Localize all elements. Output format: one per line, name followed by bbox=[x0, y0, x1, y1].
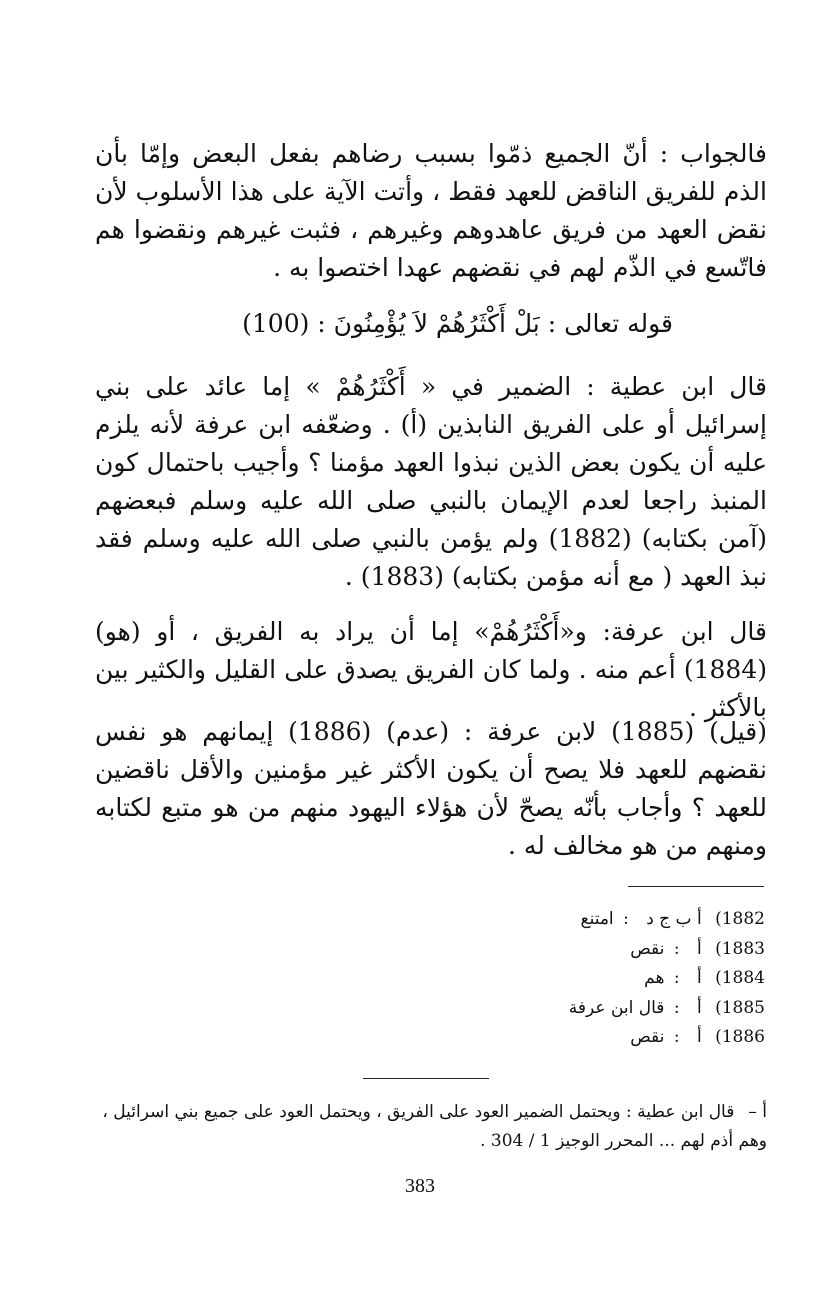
footnote-text: قال ابن عرفة bbox=[568, 997, 665, 1018]
footnote-number: 1882) bbox=[715, 909, 765, 929]
margin-note bbox=[95, 1098, 767, 1156]
paragraph-answer: فالجواب : أنّ الجميع ذمّوا بسبب رضاهم بفعل البعض وإمّا بأن الذم للفريق الناقض للعهد فقط ، وأتت الآية على هذا الأسلوب لأن نقض العهد من فريق عاهدوهم وغيرهم ، فثبت غيرهم ونقضوا هم فاتّسع في الذّم لهم في نقضهم عهدا اختصوا به . bbox=[95, 139, 767, 282]
footnote-item bbox=[300, 964, 765, 994]
footnote-separator: : bbox=[673, 997, 680, 1018]
margin-note-label: أ – bbox=[748, 1102, 767, 1122]
footnote-item bbox=[300, 1023, 765, 1053]
footnote-separator: : bbox=[623, 909, 629, 929]
page-number: 383 bbox=[405, 1175, 435, 1197]
footnote-manuscripts: أ bbox=[696, 968, 702, 988]
footnote-separator: : bbox=[673, 968, 680, 988]
footnote-number: 1885) bbox=[715, 997, 765, 1018]
footnote-text: نقص bbox=[630, 938, 665, 959]
footnote-divider bbox=[628, 886, 764, 887]
footnote-text: نقص bbox=[630, 1027, 665, 1047]
footnote-manuscripts: أ ب ج د bbox=[646, 909, 702, 929]
footnote-number: 1884) bbox=[715, 968, 765, 988]
footnote-text: هم bbox=[644, 968, 665, 988]
paragraph-ibn-atiyya: قال ابن عطية : الضمير في « أَكْثَرُهُمْ » إما عائد على بني إسرائيل أو على الفريق النابذين (أ) . وضعّفه ابن عرفة لأنه يلزم عليه أن يكون بعض الذين نبذوا العهد مؤمنا ؟ وأجيب باحتمال كون المنبذ راجعا لعدم الإيمان بالنبي صلى الله عليه وسلم فبعضهم (آمن بكتابه) (1882) ولم يؤمن بالنبي صلى الله عليه وسلم فقد نبذ العهد ( مع أنه مؤمن بكتابه) (1883) . bbox=[95, 372, 767, 591]
footnote-item bbox=[300, 994, 765, 1024]
footnote-number: 1886) bbox=[715, 1027, 765, 1047]
note-divider bbox=[363, 1078, 489, 1079]
footnote-manuscripts: أ bbox=[696, 997, 702, 1018]
footnote-item bbox=[300, 935, 765, 965]
paragraph-question: (قيل) (1885) لابن عرفة : (عدم) (1886) إيمانهم هو نفس نقضهم للعهد فلا يصح أن يكون الأكثر غير مؤمنين والأقل ناقضين للعهد ؟ وأجاب بأنّه يصحّ لأن هؤلاء اليهود منهم من هو متبع لكتابه ومنهم من هو مخالف له . bbox=[95, 717, 768, 860]
footnote-item bbox=[300, 905, 765, 935]
margin-note-text: قال ابن عطية : ويحتمل الضمير العود على الفريق ، ويحتمل العود على جميع بني اسرائيل ، وهم أذم لهم ... المحرر الوجيز 1 / 304 . bbox=[102, 1102, 767, 1151]
footnote-separator: : bbox=[673, 1027, 680, 1047]
footnote-list bbox=[300, 905, 765, 1053]
verse-heading: قوله تعالى : بَلْ أَكْثَرُهُمْ لاَ يُؤْمِنُونَ : (100) bbox=[242, 309, 673, 338]
footnote-text: امتنع bbox=[580, 909, 614, 929]
footnote-manuscripts: أ bbox=[696, 938, 702, 959]
footnote-separator: : bbox=[673, 938, 680, 959]
footnote-number: 1883) bbox=[715, 938, 765, 959]
footnote-manuscripts: أ bbox=[696, 1027, 702, 1047]
paragraph-ibn-arafa: قال ابن عرفة: و«أَكْثَرُهُمْ» إما أن يراد به الفريق ، أو (هو) (1884) أعم منه . ولما كان الفريق يصدق على القليل والكثير بين بالأكثر . bbox=[95, 617, 767, 722]
